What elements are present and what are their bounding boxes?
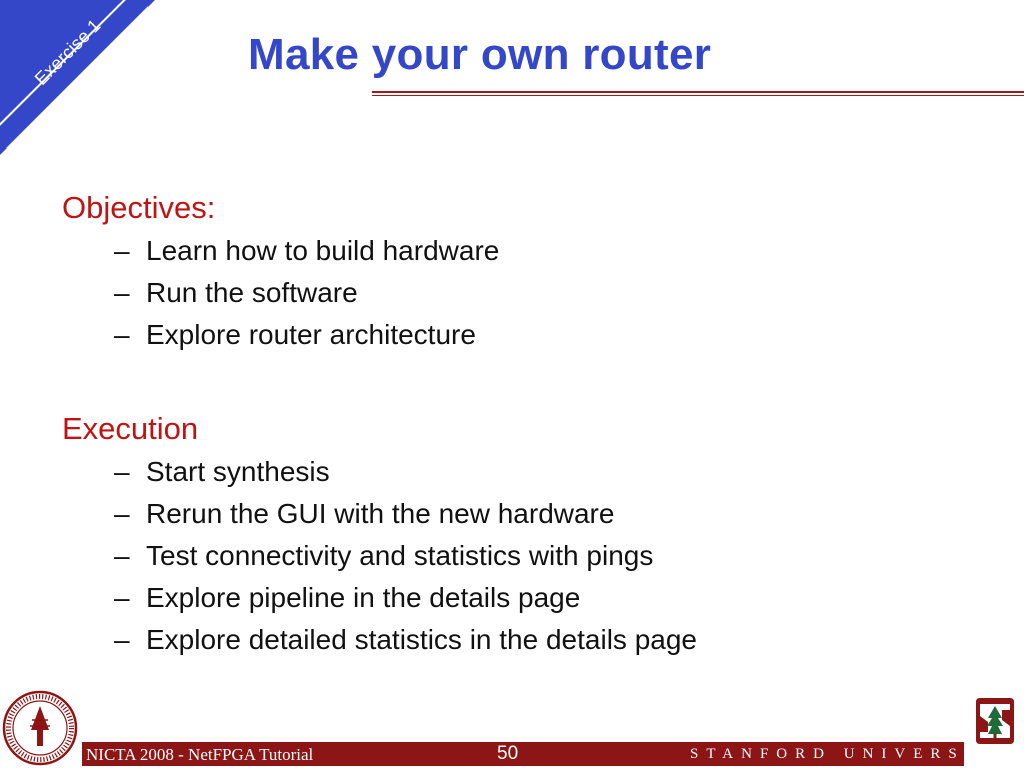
footer-left-text: NICTA 2008 - NetFPGA Tutorial	[86, 745, 314, 764]
list-item	[62, 577, 697, 619]
list-item	[62, 535, 697, 577]
bullet-text: Start synthesis	[146, 456, 330, 487]
list-item	[62, 314, 499, 356]
bullet-dash: –	[114, 582, 130, 613]
bullet-text: Run the software	[146, 277, 358, 308]
bullet-dash: –	[114, 235, 130, 266]
bullet-text: Explore router architecture	[146, 319, 476, 350]
list-item	[62, 451, 697, 493]
corner-label: Exercise 1	[30, 15, 105, 89]
execution-heading: Execution	[62, 411, 199, 446]
bullet-dash: –	[114, 456, 130, 487]
bullet-text: Explore detailed statistics in the details page	[146, 624, 697, 655]
bullet-text: Test connectivity and statistics with pings	[146, 540, 654, 571]
page-number: 50	[497, 743, 519, 764]
slide-title: Make your own router	[248, 30, 712, 79]
list-item	[62, 493, 697, 535]
objectives-section	[62, 190, 499, 356]
bullet-dash: –	[114, 319, 130, 350]
execution-list	[62, 451, 697, 661]
bullet-text: Rerun the GUI with the new hardware	[146, 498, 615, 529]
execution-section	[62, 411, 697, 661]
bullet-dash: –	[114, 498, 130, 529]
bullet-dash: –	[114, 624, 130, 655]
bullet-dash: –	[114, 540, 130, 571]
stanford-seal-icon	[2, 690, 78, 766]
bullet-text: Learn how to build hardware	[146, 235, 500, 266]
objectives-list	[62, 230, 499, 356]
bullet-text: Explore pipeline in the details page	[146, 582, 581, 613]
stanford-tree-logo-icon	[972, 696, 1018, 746]
objectives-heading: Objectives:	[62, 190, 216, 225]
list-item	[62, 230, 499, 272]
title-divider	[372, 91, 1024, 96]
footer-right-text: STANFORD UNIVERSITY	[690, 746, 1014, 762]
list-item	[62, 619, 697, 661]
list-item	[62, 272, 499, 314]
bullet-dash: –	[114, 277, 130, 308]
